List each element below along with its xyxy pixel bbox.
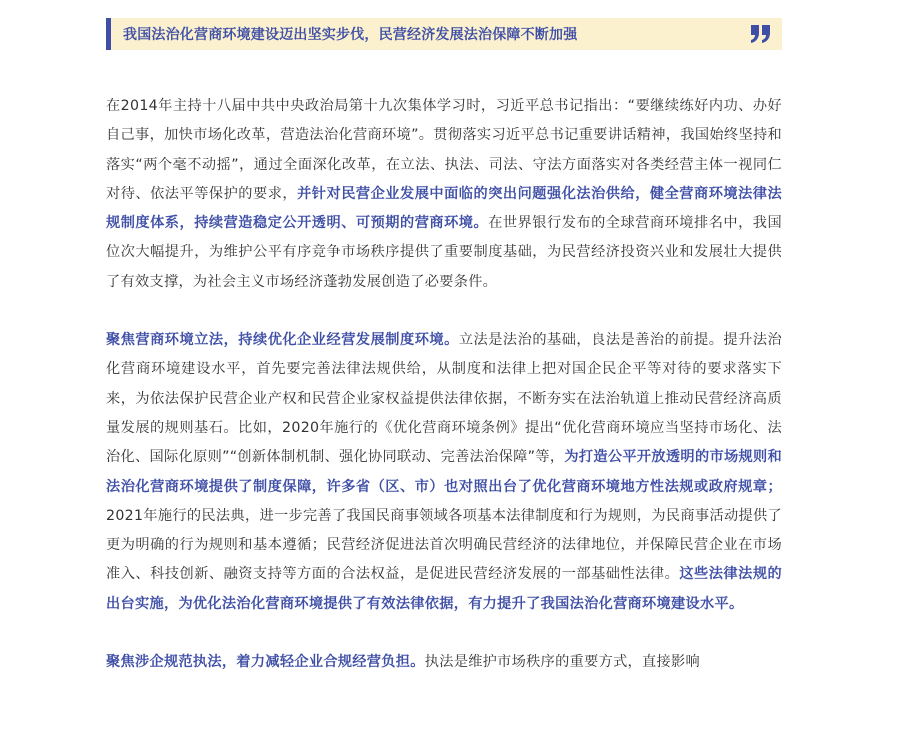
highlighted-text: 为打造公平开放透明的市场规则和法治化营商环境提供了制度保障，许多省（区、市）也对照出台了优化营商环境地方性法规或政府规章； (106, 449, 782, 495)
paragraph-text: 在世界银行发布的全球营商环境排名中，我国位次大幅提升，为维护公平有序竞争市场秩序提供了重要制度基础，为民营经济投资兴业和发展壮大提供了有效支撑，为社会主义市场经济蓬勃发展创造了必要条件。 (106, 215, 782, 290)
paragraph-3 (106, 648, 782, 677)
paragraph-text: 在2014年主持十八届中共中央政治局第十九次集体学习时，习近平总书记指出：“要继续练好内功、办好自己事，加快市场化改革，营造法治化营商环境”。贯彻落实习近平总书记重要讲话精神，我国始终坚持和落实“两个毫不动摇”，通过全面深化改革，在立法、执法、司法、守法方面落实对各类经营主体一视同仁对待、依法平等保护的要求， (106, 98, 782, 202)
paragraph-lead: 聚焦涉企规范执法，着力减轻企业合规经营负担。 (106, 654, 425, 671)
quote-icon (750, 24, 772, 44)
highlighted-text: 并针对民营企业发展中面临的突出问题强化法治供给，健全营商环境法律法规制度体系，持续营造稳定公开透明、可预期的营商环境。 (106, 185, 782, 232)
paragraph-text: 立法是法治的基础，良法是善治的前提。提升法治化营商环境建设水平，首先要完善法律法规供给，从制度和法律上把对国企民企平等对待的要求落实下来，为依法保护民营企业产权和民营企业家权益提供法律依据，不断夯实在法治轨道上推动民营经济高质量发展的规则基石。比如，2020年施行的《优化营商环境条例》提出“优化营商环境应当坚持市场化、法治化、国际化原则”“创新体制机制、强化协同联动、完善法治保障”等， (106, 332, 783, 466)
paragraph-text: 执法是维护市场秩序的重要方式，直接影响 (424, 654, 700, 671)
paragraph-1 (106, 92, 782, 297)
article (106, 18, 782, 677)
paragraph-text: 2021年施行的民法典，进一步完善了我国民商事领域各项基本法律制度和行为规则，为民商事活动提供了更为明确的行为规则和基本遵循；民营经济促进法首次明确民营经济的法律地位，并保障民营企业在市场准入、科技创新、融资支持等方面的合法权益，是促进民营经济发展的一部基础性法律。 (106, 507, 782, 583)
highlighted-text: 这些法律法规的出台实施，为优化法治化营商环境提供了有效法律依据，有力提升了我国法治化营商环境建设水平。 (106, 566, 783, 612)
section-title: 我国法治化营商环境建设迈出坚实步伐，民营经济发展法治保障不断加强 (123, 27, 578, 43)
paragraph-lead: 聚焦营商环境立法，持续优化企业经营发展制度环境。 (106, 332, 459, 349)
section-header (106, 18, 782, 50)
paragraph-2 (106, 326, 782, 619)
